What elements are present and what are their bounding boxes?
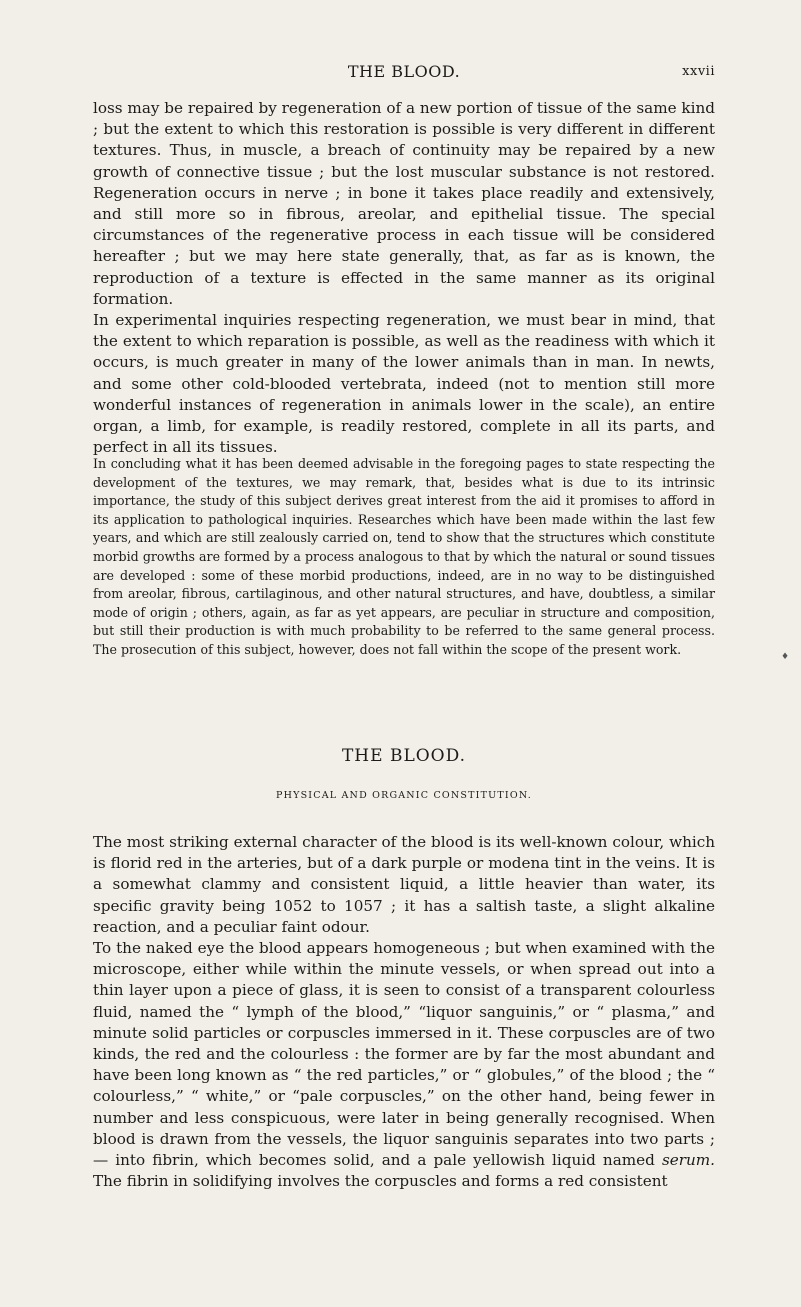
serum-term: serum. (661, 1151, 716, 1170)
running-head (93, 62, 715, 86)
paragraph-regeneration: loss may be repaired by regeneration of a new portion of tissue of the same kind ; but the extent to which this restoration is possible is very different in different textures. Thus, in muscle, a breach of continuity may be repaired by a new growth of connective tissue ; but the lost muscular substance is not restored. Regeneration occurs in nerve ; in bone it takes place readily and extensively, and still more so in fibrous, areolar, and epithelial tissue. The special circumstances of the regenerative process in each tissue will be considered hereafter ; but we may here state generally, that, as far as is known, the reproduction of a texture is effected in the same manner as its original formation. (93, 99, 715, 308)
text-block-top (93, 98, 715, 458)
paragraph-experimental-inquiries: In experimental inquiries respecting regeneration, we must bear in mind, that the extent to which reparation is possible, as well as the readiness with which it occurs, is much greater in many of the lower animals than in man. In newts, and some other cold-blooded vertebrata, indeed (not to mention still more wonderful instances of regeneration in animals lower in the scale), an entire organ, a limb, for example, is readily restored, complete in all its parts, and perfect in all its tissues. (93, 311, 715, 457)
text-block-bottom (93, 832, 715, 1192)
section-heading: THE BLOOD. (341, 746, 467, 766)
paragraph-microscope-text: To the naked eye the blood appears homogeneous ; but when examined with the microscope, either while within the minute vessels, or when spread out into a thin layer upon a piece of glass, it is seen to consist of a transparent colourless fluid, named the “ lymph of the blood,” “liquor sanguinis,” or “ plasma,” and minute solid particles or corpuscles immersed in it. These corpuscles are of two kinds, the red and the colourless : the former are by far the most abundant and have been long known as “ the red particles,” or “ globules,” of the blood ; the “ colourless,” “ white,” or “pale corpuscles,” on the other hand, being fewer in number and less conspicuous, were later in being generally recognised. When blood is drawn from the vessels, the liquor sanguinis separates into two parts ;— into fibrin, which becomes solid, and a pale yellowish liquid named (93, 939, 715, 1170)
page-number: xxvii (682, 64, 715, 79)
paragraph-blood-colour: The most striking external character of the blood is its well-known colour, which is florid red in the arteries, but of a dark purple or modena tint in the veins. It is a somewhat clammy and consistent liquid, a little heavier than water, its specific gravity being 1052 to 1057 ; it has a saltish taste, a slight alkaline reaction, and a peculiar faint odour. (93, 833, 715, 936)
margin-mark-icon: ♦ (781, 652, 790, 662)
paragraph-microscope-tail: The fibrin in solidifying involves the corpuscles and forms a red consistent (93, 1172, 668, 1191)
running-title: THE BLOOD. (347, 62, 461, 81)
paragraph-concluding: In concluding what it has been deemed advisable in the foregoing pages to state respecting the development of the textures, we may remark, that, besides what is due to its intrinsic importance, the study of this subject derives great interest from the aid it promises to afford in its application to pathological inquiries. Researches which have been made within the last few years, and which are still zealously carried on, tend to show that the structures which constitute morbid growths are formed by a process analogous to that by which the natural or sound tissues are developed : some of these morbid productions, indeed, are in no way to be distinguished from areolar, fibrous, cartilaginous, and other natural structures, and have, doubtless, a similar mode of origin ; others, again, as far as yet appears, are peculiar in structure and composition, but still their production is with much probability to be referred to the same general process. The prosecution of this subject, however, does not fall within the scope of the present work. (93, 456, 715, 657)
small-print-block (93, 455, 715, 660)
section-subheading: PHYSICAL AND ORGANIC CONSTITUTION. (276, 790, 532, 801)
paragraph-microscope (93, 938, 715, 1192)
